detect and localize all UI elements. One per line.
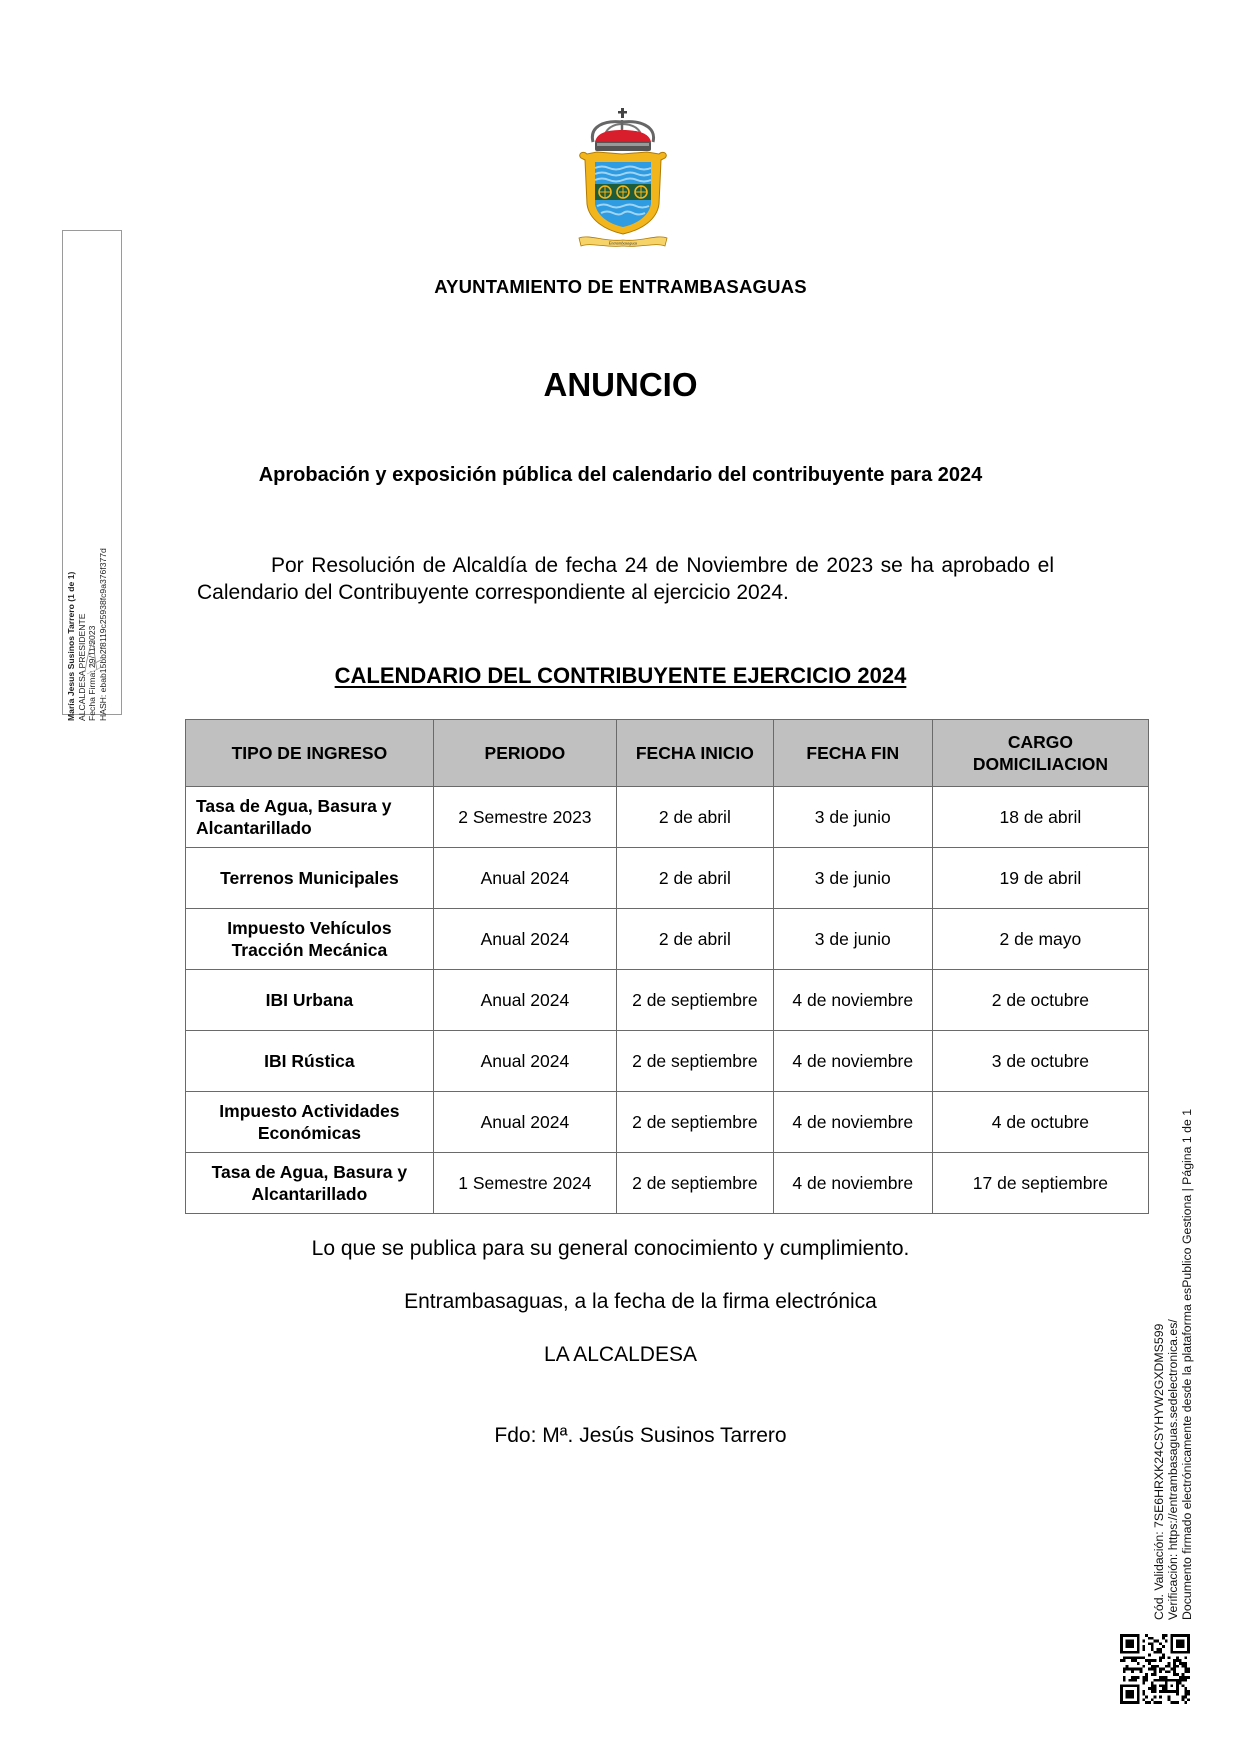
cell-cargo: 2 de octubre: [932, 970, 1148, 1031]
cell-tipo: Impuesto Vehículos Tracción Mecánica: [186, 909, 434, 970]
cell-cargo: 17 de septiembre: [932, 1153, 1148, 1214]
table-row: [186, 970, 1149, 1031]
cell-fin: 4 de noviembre: [773, 1153, 932, 1214]
stamp-signer: María Jesus Susinos Tarrero (1 de 1): [66, 571, 76, 721]
cell-cargo: 18 de abril: [932, 787, 1148, 848]
closing-signer-title: LA ALCALDESA: [544, 1343, 697, 1366]
table-row: [186, 1031, 1149, 1092]
cell-inicio: 2 de abril: [617, 909, 774, 970]
cell-periodo: Anual 2024: [433, 909, 616, 970]
cell-periodo: Anual 2024: [433, 848, 616, 909]
qr-code-icon: [1120, 1634, 1190, 1704]
cell-cargo: 19 de abril: [932, 848, 1148, 909]
cell-tipo: Terrenos Municipales: [186, 848, 434, 909]
cell-fin: 4 de noviembre: [773, 1031, 932, 1092]
municipal-crest-logo: [575, 108, 671, 250]
table-row: [186, 848, 1149, 909]
crest-motto: Entrambasaguas: [608, 240, 638, 246]
cell-tipo: Tasa de Agua, Basura y Alcantarillado: [186, 1153, 434, 1214]
col-header-periodo: PERIODO: [433, 720, 616, 787]
cell-cargo: 2 de mayo: [932, 909, 1148, 970]
cell-tipo: Tasa de Agua, Basura y Alcantarillado: [186, 787, 434, 848]
cell-fin: 4 de noviembre: [773, 1092, 932, 1153]
table-row: [186, 1092, 1149, 1153]
section-title: [0, 663, 1241, 689]
document-subtitle: Aprobación y exposición pública del calendario del contribuyente para 2024: [258, 464, 983, 486]
cell-periodo: Anual 2024: [433, 1031, 616, 1092]
cell-periodo: Anual 2024: [433, 970, 616, 1031]
table-row: [186, 1153, 1149, 1214]
closing-publication-text: Lo que se publica para su general conocimiento y cumplimiento.: [311, 1237, 910, 1260]
cell-fin: 3 de junio: [773, 909, 932, 970]
cell-inicio: 2 de abril: [617, 787, 774, 848]
cell-inicio: 2 de septiembre: [617, 1092, 774, 1153]
cell-inicio: 2 de septiembre: [617, 970, 774, 1031]
stamp-role: ALCALDESA PRESIDENTE: [76, 613, 87, 721]
cell-tipo: IBI Urbana: [186, 970, 434, 1031]
cell-periodo: Anual 2024: [433, 1092, 616, 1153]
cell-inicio: 2 de septiembre: [617, 1153, 774, 1214]
section-title-text: CALENDARIO DEL CONTRIBUYENTE EJERCICIO 2024: [334, 663, 907, 688]
cell-cargo: 3 de octubre: [932, 1031, 1148, 1092]
closing-signature-line: Fdo: Mª. Jesús Susinos Tarrero: [494, 1424, 787, 1447]
resolution-text: Por Resolución de Alcaldía de fecha 24 de Noviembre de 2023 se ha aprobado el Calendario del Contribuyente correspondiente al ejercicio 2024.: [197, 554, 1054, 604]
document-type-title: ANUNCIO: [543, 366, 698, 403]
cell-periodo: 2 Semestre 2023: [433, 787, 616, 848]
cell-periodo: 1 Semestre 2024: [433, 1153, 616, 1214]
cell-tipo: Impuesto Actividades Económicas: [186, 1092, 434, 1153]
table-row: [186, 787, 1149, 848]
cell-inicio: 2 de abril: [617, 848, 774, 909]
cell-inicio: 2 de septiembre: [617, 1031, 774, 1092]
verification-url[interactable]: Verificación: https://entrambasaguas.sedelectronica.es/: [1166, 1319, 1180, 1620]
stamp-text: [66, 548, 108, 721]
validation-block: [1152, 1109, 1194, 1620]
validation-code: Cód. Validación: 7SE6HRXK24CSYHYW2GXDMS599: [1152, 1323, 1166, 1620]
cell-fin: 4 de noviembre: [773, 970, 932, 1031]
col-header-fecha-inicio: FECHA INICIO: [617, 720, 774, 787]
stamp-date: Fecha Firma: 29/11/2023: [87, 625, 97, 721]
col-header-tipo: TIPO DE INGRESO: [186, 720, 434, 787]
col-header-cargo: CARGO DOMICILIACION: [932, 720, 1148, 787]
col-header-fecha-fin: FECHA FIN: [773, 720, 932, 787]
calendar-table: [185, 719, 1149, 1214]
resolution-paragraph: [197, 552, 1054, 606]
table-header-row: [186, 720, 1149, 787]
table-row: [186, 909, 1149, 970]
cell-cargo: 4 de octubre: [932, 1092, 1148, 1153]
closing-place-date: Entrambasaguas, a la fecha de la firma electrónica: [404, 1290, 877, 1313]
cell-fin: 3 de junio: [773, 787, 932, 848]
cell-tipo: IBI Rústica: [186, 1031, 434, 1092]
stamp-hash: HASH: ebab15bb2f8119c25938fc9a376f377d: [97, 548, 108, 721]
organization-name: AYUNTAMIENTO DE ENTRAMBASAGUAS: [434, 276, 807, 297]
cell-fin: 3 de junio: [773, 848, 932, 909]
signature-platform-note: Documento firmado electrónicamente desde la plataforma esPublico Gestiona | Página 1 de 1: [1180, 1108, 1194, 1620]
